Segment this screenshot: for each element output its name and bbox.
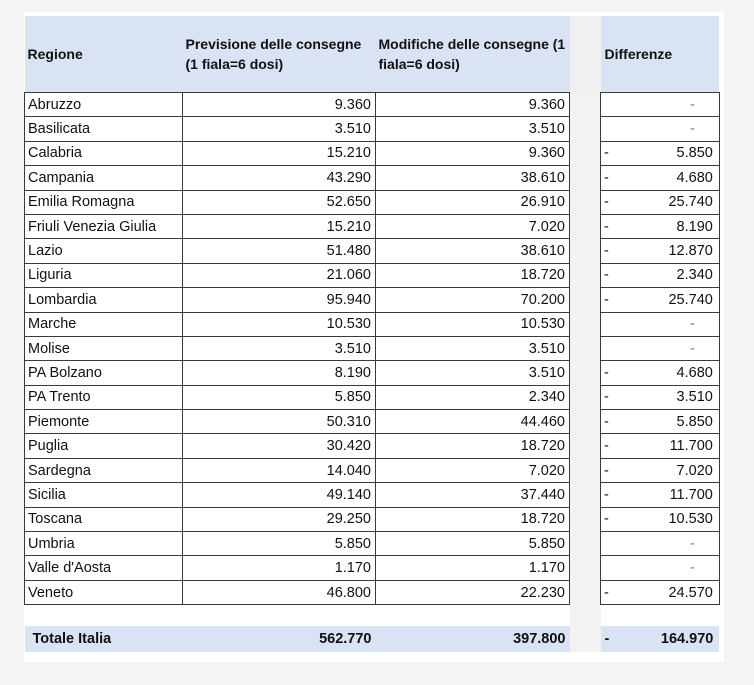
- region-cell[interactable]: Puglia: [25, 434, 183, 458]
- spacer-cell: [183, 605, 376, 627]
- forecast-cell[interactable]: 50.310: [183, 410, 376, 434]
- difference-cell[interactable]: 10.530: [613, 507, 719, 531]
- difference-cell[interactable]: 24.570: [613, 580, 719, 604]
- region-cell[interactable]: Veneto: [25, 580, 183, 604]
- table-row: [25, 385, 720, 409]
- forecast-cell[interactable]: 49.140: [183, 483, 376, 507]
- difference-cell[interactable]: 8.190: [613, 214, 719, 238]
- forecast-cell[interactable]: 5.850: [183, 532, 376, 556]
- table-row: [25, 507, 720, 531]
- gap-cell[interactable]: [570, 312, 601, 336]
- total-label: Totale Italia: [25, 626, 183, 652]
- region-cell[interactable]: Liguria: [25, 263, 183, 287]
- difference-marker-cell[interactable]: [601, 93, 614, 117]
- difference-marker-cell[interactable]: [601, 312, 614, 336]
- difference-cell[interactable]: 25.740: [613, 190, 719, 214]
- table-row: [25, 93, 720, 117]
- gap-cell[interactable]: [570, 239, 601, 263]
- gap-cell[interactable]: [570, 93, 601, 117]
- forecast-cell[interactable]: 10.530: [183, 312, 376, 336]
- difference-cell[interactable]: -: [613, 312, 719, 336]
- modified-cell[interactable]: 10.530: [376, 312, 570, 336]
- table-row: [25, 288, 720, 312]
- gap-cell[interactable]: [570, 556, 601, 580]
- difference-cell[interactable]: 25.740: [613, 288, 719, 312]
- modified-cell[interactable]: 3.510: [376, 117, 570, 141]
- difference-marker-cell[interactable]: -: [601, 507, 614, 531]
- total-difference: 164.970: [613, 626, 719, 652]
- difference-cell[interactable]: -: [613, 117, 719, 141]
- difference-marker-cell[interactable]: -: [601, 458, 614, 482]
- table-row: [25, 361, 720, 385]
- spacer-cell: [25, 605, 183, 627]
- forecast-cell[interactable]: 3.510: [183, 336, 376, 360]
- modified-cell[interactable]: 2.340: [376, 385, 570, 409]
- table-row: [25, 434, 720, 458]
- region-cell[interactable]: Lombardia: [25, 288, 183, 312]
- gap-cell[interactable]: [570, 141, 601, 165]
- table-row: [25, 166, 720, 190]
- header-row: [25, 16, 720, 93]
- gap-cell[interactable]: [570, 483, 601, 507]
- table-row: [25, 214, 720, 238]
- spreadsheet-area: [24, 12, 724, 662]
- forecast-cell[interactable]: 43.290: [183, 166, 376, 190]
- table-row: [25, 532, 720, 556]
- table-row: [25, 556, 720, 580]
- region-cell[interactable]: Marche: [25, 312, 183, 336]
- forecast-cell[interactable]: 15.210: [183, 141, 376, 165]
- total-marker: -: [601, 626, 614, 652]
- table-row: [25, 580, 720, 604]
- header-forecast: Previsione delle consegne (1 fiala=6 dosi): [183, 16, 376, 93]
- header-gap: [570, 16, 601, 93]
- forecast-cell[interactable]: 8.190: [183, 361, 376, 385]
- modified-cell[interactable]: 26.910: [376, 190, 570, 214]
- region-cell[interactable]: Valle d'Aosta: [25, 556, 183, 580]
- gap-cell[interactable]: [570, 532, 601, 556]
- gap-cell[interactable]: [570, 214, 601, 238]
- difference-marker-cell[interactable]: -: [601, 410, 614, 434]
- table-row: [25, 458, 720, 482]
- region-cell[interactable]: Piemonte: [25, 410, 183, 434]
- table-row: [25, 336, 720, 360]
- forecast-cell[interactable]: 21.060: [183, 263, 376, 287]
- difference-marker-cell[interactable]: [601, 532, 614, 556]
- modified-cell[interactable]: 38.610: [376, 166, 570, 190]
- difference-marker-cell[interactable]: -: [601, 166, 614, 190]
- header-difference: Differenze: [601, 16, 720, 93]
- difference-cell[interactable]: 4.680: [613, 361, 719, 385]
- gap-cell[interactable]: [570, 507, 601, 531]
- modified-cell[interactable]: 18.720: [376, 434, 570, 458]
- difference-marker-cell[interactable]: -: [601, 214, 614, 238]
- difference-marker-cell[interactable]: -: [601, 263, 614, 287]
- gap-cell[interactable]: [570, 190, 601, 214]
- difference-cell[interactable]: 2.340: [613, 263, 719, 287]
- gap-cell[interactable]: [570, 458, 601, 482]
- difference-marker-cell[interactable]: -: [601, 361, 614, 385]
- table-row: [25, 263, 720, 287]
- modified-cell[interactable]: 7.020: [376, 458, 570, 482]
- region-cell[interactable]: Emilia Romagna: [25, 190, 183, 214]
- total-forecast: 562.770: [183, 626, 376, 652]
- forecast-cell[interactable]: 5.850: [183, 385, 376, 409]
- gap-cell[interactable]: [570, 117, 601, 141]
- difference-cell[interactable]: 5.850: [613, 141, 719, 165]
- modified-cell[interactable]: 9.360: [376, 141, 570, 165]
- region-cell[interactable]: Campania: [25, 166, 183, 190]
- table-row: [25, 483, 720, 507]
- spacer-cell: [570, 605, 601, 627]
- difference-marker-cell[interactable]: -: [601, 239, 614, 263]
- modified-cell[interactable]: 9.360: [376, 93, 570, 117]
- region-cell[interactable]: PA Bolzano: [25, 361, 183, 385]
- gap-cell[interactable]: [570, 434, 601, 458]
- table-row: [25, 410, 720, 434]
- spacer-cell: [601, 605, 614, 627]
- forecast-cell[interactable]: 52.650: [183, 190, 376, 214]
- forecast-cell[interactable]: 3.510: [183, 117, 376, 141]
- difference-marker-cell[interactable]: -: [601, 385, 614, 409]
- region-cell[interactable]: Toscana: [25, 507, 183, 531]
- difference-cell[interactable]: 11.700: [613, 483, 719, 507]
- table-row: [25, 312, 720, 336]
- forecast-cell[interactable]: 46.800: [183, 580, 376, 604]
- total-row: [25, 626, 720, 652]
- forecast-cell[interactable]: 15.210: [183, 214, 376, 238]
- table-row: [25, 117, 720, 141]
- forecast-cell[interactable]: 1.170: [183, 556, 376, 580]
- region-cell[interactable]: Friuli Venezia Giulia: [25, 214, 183, 238]
- modified-cell[interactable]: 3.510: [376, 361, 570, 385]
- difference-cell[interactable]: 7.020: [613, 458, 719, 482]
- forecast-cell[interactable]: 14.040: [183, 458, 376, 482]
- table-row: [25, 190, 720, 214]
- forecast-cell[interactable]: 51.480: [183, 239, 376, 263]
- difference-cell[interactable]: -: [613, 556, 719, 580]
- modified-cell[interactable]: 38.610: [376, 239, 570, 263]
- region-cell[interactable]: Abruzzo: [25, 93, 183, 117]
- difference-marker-cell[interactable]: -: [601, 190, 614, 214]
- difference-cell[interactable]: -: [613, 93, 719, 117]
- gap-cell[interactable]: [570, 361, 601, 385]
- region-cell[interactable]: Umbria: [25, 532, 183, 556]
- table-row: [25, 239, 720, 263]
- difference-marker-cell[interactable]: -: [601, 580, 614, 604]
- vaccine-deliveries-table: [24, 16, 720, 652]
- region-cell[interactable]: Basilicata: [25, 117, 183, 141]
- gap-cell[interactable]: [570, 166, 601, 190]
- difference-cell[interactable]: 12.870: [613, 239, 719, 263]
- gap-cell[interactable]: [570, 410, 601, 434]
- region-cell[interactable]: Lazio: [25, 239, 183, 263]
- region-cell[interactable]: Sardegna: [25, 458, 183, 482]
- header-region: Regione: [25, 16, 183, 93]
- total-modified: 397.800: [376, 626, 570, 652]
- forecast-cell[interactable]: 95.940: [183, 288, 376, 312]
- table-row: [25, 141, 720, 165]
- difference-cell[interactable]: -: [613, 336, 719, 360]
- modified-cell[interactable]: 18.720: [376, 263, 570, 287]
- gap-cell[interactable]: [570, 580, 601, 604]
- forecast-cell[interactable]: 9.360: [183, 93, 376, 117]
- modified-cell[interactable]: 7.020: [376, 214, 570, 238]
- difference-cell[interactable]: 11.700: [613, 434, 719, 458]
- forecast-cell[interactable]: 30.420: [183, 434, 376, 458]
- region-cell[interactable]: Sicilia: [25, 483, 183, 507]
- spacer-cell: [376, 605, 570, 627]
- total-gap: [570, 626, 601, 652]
- gap-cell[interactable]: [570, 385, 601, 409]
- difference-cell[interactable]: 4.680: [613, 166, 719, 190]
- header-modified: Modifiche delle consegne (1 fiala=6 dosi): [376, 16, 570, 93]
- difference-marker-cell[interactable]: [601, 336, 614, 360]
- gap-cell[interactable]: [570, 263, 601, 287]
- difference-cell[interactable]: 5.850: [613, 410, 719, 434]
- difference-marker-cell[interactable]: -: [601, 483, 614, 507]
- region-cell[interactable]: PA Trento: [25, 385, 183, 409]
- difference-marker-cell[interactable]: -: [601, 288, 614, 312]
- modified-cell[interactable]: 5.850: [376, 532, 570, 556]
- difference-marker-cell[interactable]: [601, 556, 614, 580]
- region-cell[interactable]: Calabria: [25, 141, 183, 165]
- modified-cell[interactable]: 18.720: [376, 507, 570, 531]
- spacer-row: [25, 605, 720, 627]
- gap-cell[interactable]: [570, 288, 601, 312]
- modified-cell[interactable]: 70.200: [376, 288, 570, 312]
- difference-cell[interactable]: -: [613, 532, 719, 556]
- modified-cell[interactable]: 37.440: [376, 483, 570, 507]
- difference-cell[interactable]: 3.510: [613, 385, 719, 409]
- modified-cell[interactable]: 22.230: [376, 580, 570, 604]
- modified-cell[interactable]: 44.460: [376, 410, 570, 434]
- modified-cell[interactable]: 1.170: [376, 556, 570, 580]
- spacer-cell: [613, 605, 719, 627]
- forecast-cell[interactable]: 29.250: [183, 507, 376, 531]
- difference-marker-cell[interactable]: [601, 117, 614, 141]
- gap-cell[interactable]: [570, 336, 601, 360]
- difference-marker-cell[interactable]: -: [601, 141, 614, 165]
- modified-cell[interactable]: 3.510: [376, 336, 570, 360]
- difference-marker-cell[interactable]: -: [601, 434, 614, 458]
- region-cell[interactable]: Molise: [25, 336, 183, 360]
